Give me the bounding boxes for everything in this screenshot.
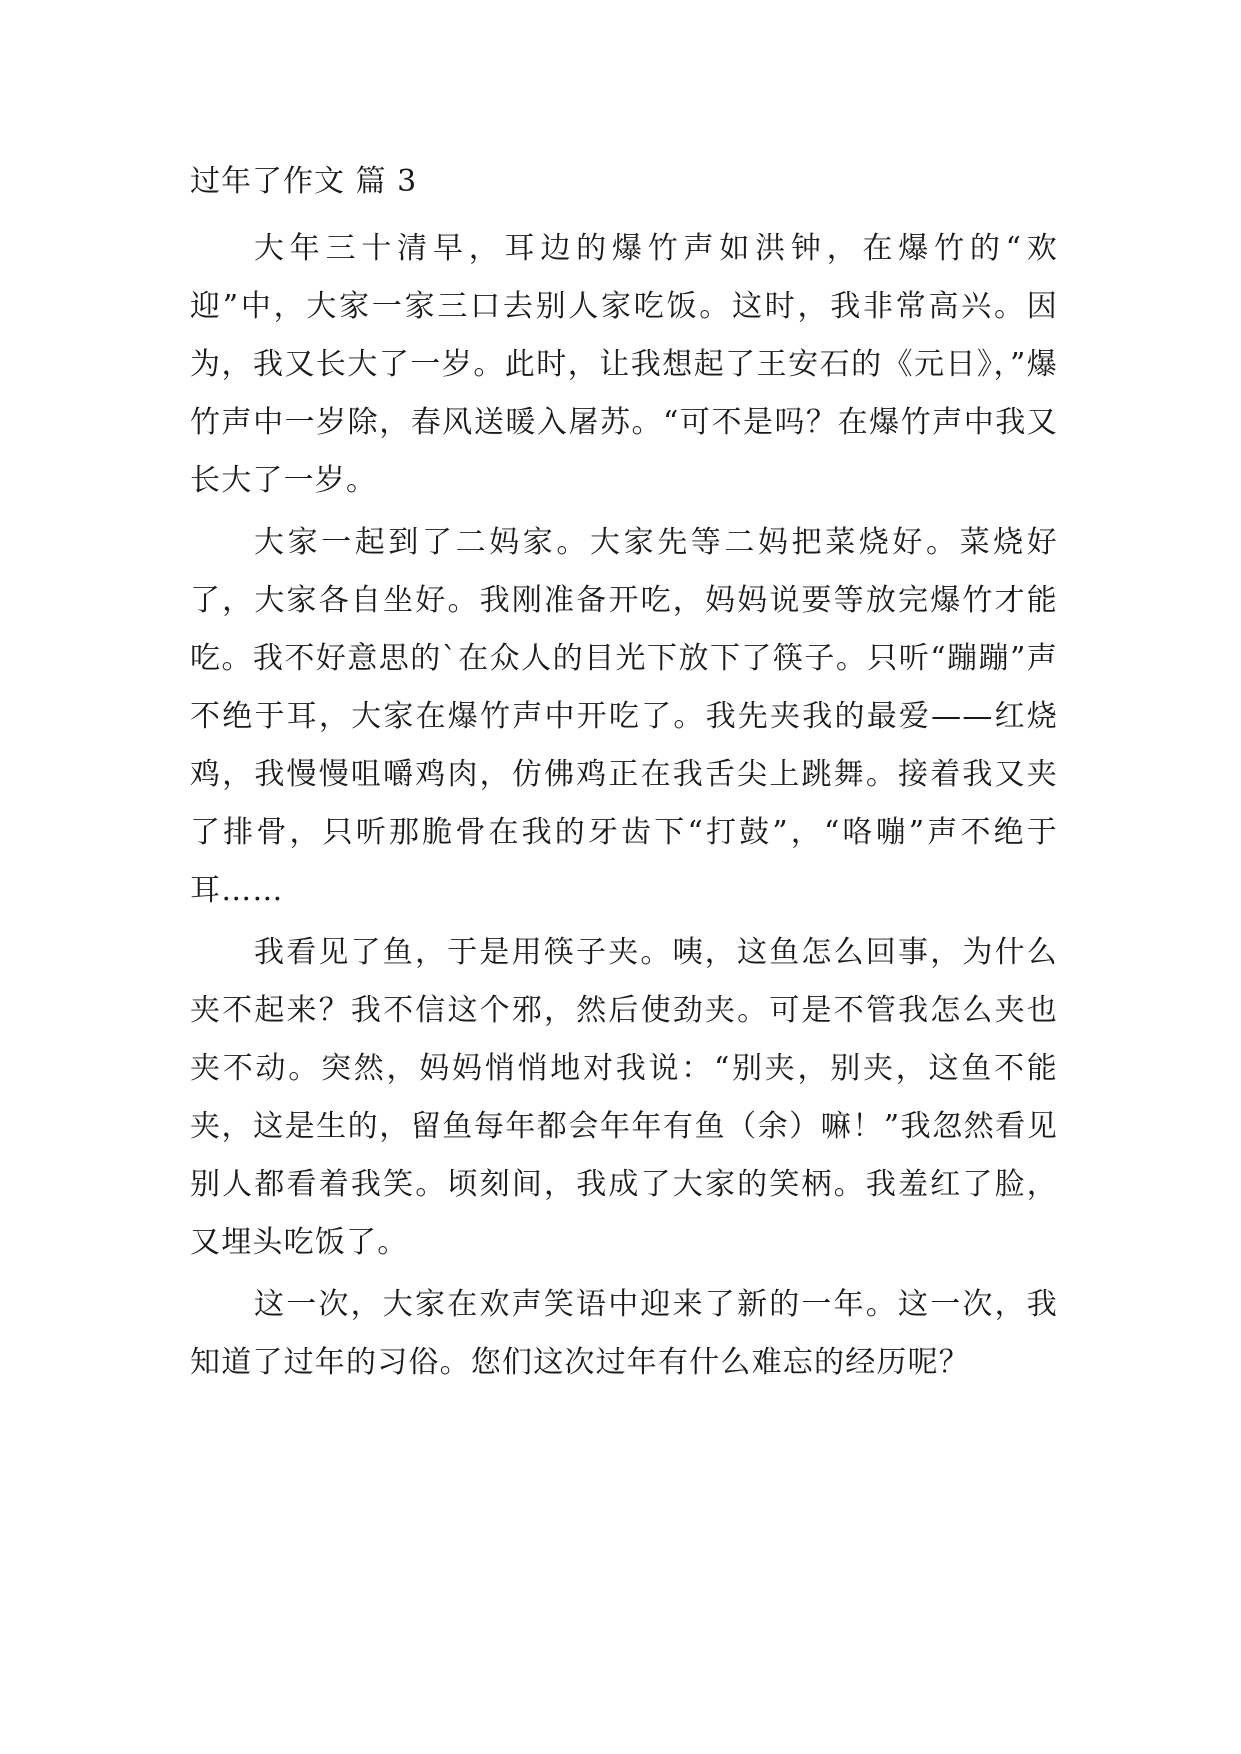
document-body <box>190 162 1058 1396</box>
paragraph-1: 大年三十清早，耳边的爆竹声如洪钟，在爆竹的“欢迎”中，大家一家三口去别人家吃饭。这时，我非常高兴。因为，我又长大了一岁。此时，让我想起了王安石的《元日》，”爆竹声中一岁除，春风送暖入屠苏。“可不是吗？在爆竹声中我又长大了一岁。 <box>190 231 1058 498</box>
paragraph-3: 我看见了鱼，于是用筷子夹。咦，这鱼怎么回事，为什么夹不起来？我不信这个邪，然后使劲夹。可是不管我怎么夹也夹不动。突然，妈妈悄悄地对我说：“别夹，别夹，这鱼不能夹，这是生的，留鱼每年都会年年有鱼（余）嘛！”我忽然看见别人都看着我笑。顷刻间，我成了大家的笑柄。我羞红了脸，又埋头吃饭了。 <box>190 935 1058 1260</box>
essay-title: 过年了作文 篇 3 <box>190 164 418 199</box>
paragraph-2: 大家一起到了二妈家。大家先等二妈把菜烧好。菜烧好了，大家各自坐好。我刚准备开吃，妈妈说要等放完爆竹才能吃。我不好意思的`在众人的目光下放下了筷子。只听“蹦蹦”声不绝于耳，大家在爆竹声中开吃了。我先夹我的最爱——红烧鸡，我慢慢咀嚼鸡肉，仿佛鸡正在我舌尖上跳舞。接着我又夹了排骨，只听那脆骨在我的牙齿下“打鼓”，“咯嘣”声不绝于耳…… <box>190 525 1058 908</box>
paragraph-4: 这一次，大家在欢声笑语中迎来了新的一年。这一次，我知道了过年的习俗。您们这次过年有什么难忘的经历呢？ <box>190 1287 1058 1380</box>
